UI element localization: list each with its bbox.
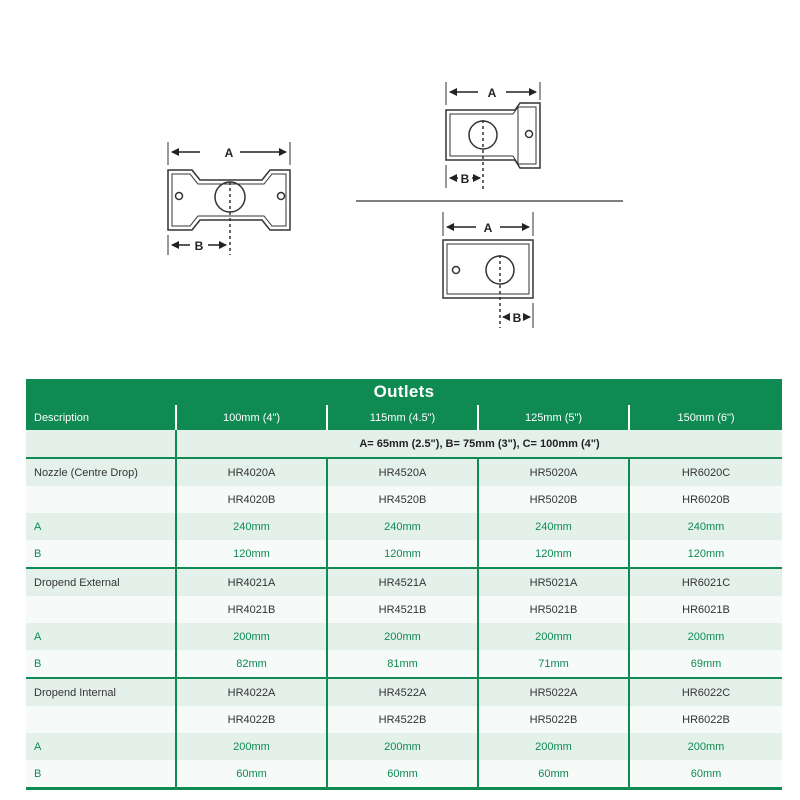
table-cell: 69mm (629, 650, 782, 678)
table-cell (26, 706, 176, 733)
table-cell: HR4520A (327, 458, 478, 486)
table-cell: B (26, 760, 176, 787)
table-cell: HR6020C (629, 458, 782, 486)
table-cell: A (26, 623, 176, 650)
table-cell: 200mm (176, 733, 327, 760)
dimension-b-label: B (460, 172, 470, 186)
table-cell: A (26, 733, 176, 760)
table-bottom-rule (26, 787, 782, 790)
outlets-table-container (26, 379, 782, 790)
table-cell: 200mm (629, 623, 782, 650)
table-cell: 71mm (478, 650, 629, 678)
table-cell: 200mm (629, 733, 782, 760)
dimension-a-label: A (224, 146, 234, 160)
dimension-b-label: B (194, 239, 204, 253)
table-cell: 200mm (327, 733, 478, 760)
table-cell: B (26, 650, 176, 678)
table-cell: 120mm (327, 540, 478, 568)
table-row (26, 760, 782, 787)
table-cell: HR4020B (176, 486, 327, 513)
table-cell: Dropend Internal (26, 678, 176, 706)
table-cell: 200mm (478, 733, 629, 760)
table-title: Outlets (26, 379, 782, 405)
outlets-table (26, 405, 782, 787)
table-cell: 200mm (327, 623, 478, 650)
table-cell: HR5020A (478, 458, 629, 486)
table-cell: HR5021B (478, 596, 629, 623)
table-cell: 200mm (478, 623, 629, 650)
table-cell: 82mm (176, 650, 327, 678)
table-cell: 120mm (478, 540, 629, 568)
table-cell: HR6020B (629, 486, 782, 513)
dimension-a-label: A (483, 221, 493, 235)
table-row (26, 678, 782, 706)
size-note: A= 65mm (2.5"), B= 75mm (3"), C= 100mm (4") (176, 430, 782, 458)
column-header: Description (26, 405, 176, 430)
table-cell: HR4521B (327, 596, 478, 623)
table-cell: HR5022A (478, 678, 629, 706)
table-cell: HR4522A (327, 678, 478, 706)
table-cell: 60mm (327, 760, 478, 787)
table-cell (26, 486, 176, 513)
table-cell: 240mm (176, 513, 327, 540)
table-row (26, 706, 782, 733)
dimension-b-label: B (512, 311, 522, 325)
table-cell: HR5022B (478, 706, 629, 733)
table-cell: 60mm (478, 760, 629, 787)
outlet-diagrams (0, 0, 800, 360)
table-cell: HR4022B (176, 706, 327, 733)
dimension-a-label: A (487, 86, 497, 100)
table-cell: HR6022C (629, 678, 782, 706)
table-cell: Dropend External (26, 568, 176, 596)
table-cell: 60mm (629, 760, 782, 787)
table-cell: HR5020B (478, 486, 629, 513)
table-cell: 240mm (629, 513, 782, 540)
table-cell: HR6022B (629, 706, 782, 733)
table-row (26, 568, 782, 596)
table-cell: 200mm (176, 623, 327, 650)
table-cell: 240mm (327, 513, 478, 540)
note-row (26, 430, 782, 458)
table-cell: 240mm (478, 513, 629, 540)
table-cell: B (26, 540, 176, 568)
column-header: 125mm (5") (478, 405, 629, 430)
header-row (26, 405, 782, 430)
table-cell: HR4521A (327, 568, 478, 596)
table-cell: 120mm (176, 540, 327, 568)
table-row (26, 596, 782, 623)
table-cell: 120mm (629, 540, 782, 568)
table-row (26, 540, 782, 568)
table-row (26, 650, 782, 678)
column-header: 115mm (4.5") (327, 405, 478, 430)
table-cell: 81mm (327, 650, 478, 678)
table-cell: HR4020A (176, 458, 327, 486)
table-cell: HR5021A (478, 568, 629, 596)
table-cell: HR6021B (629, 596, 782, 623)
table-cell (26, 596, 176, 623)
table-cell: HR4021A (176, 568, 327, 596)
table-row (26, 733, 782, 760)
table-cell: HR4520B (327, 486, 478, 513)
table-cell: HR4022A (176, 678, 327, 706)
table-cell: A (26, 513, 176, 540)
column-header: 150mm (6") (629, 405, 782, 430)
table-cell: HR6021C (629, 568, 782, 596)
table-row (26, 623, 782, 650)
column-header: 100mm (4") (176, 405, 327, 430)
table-cell: 60mm (176, 760, 327, 787)
table-row (26, 458, 782, 486)
table-cell: HR4522B (327, 706, 478, 733)
table-row (26, 513, 782, 540)
table-cell: Nozzle (Centre Drop) (26, 458, 176, 486)
table-cell (26, 430, 176, 458)
table-cell: HR4021B (176, 596, 327, 623)
table-row (26, 486, 782, 513)
